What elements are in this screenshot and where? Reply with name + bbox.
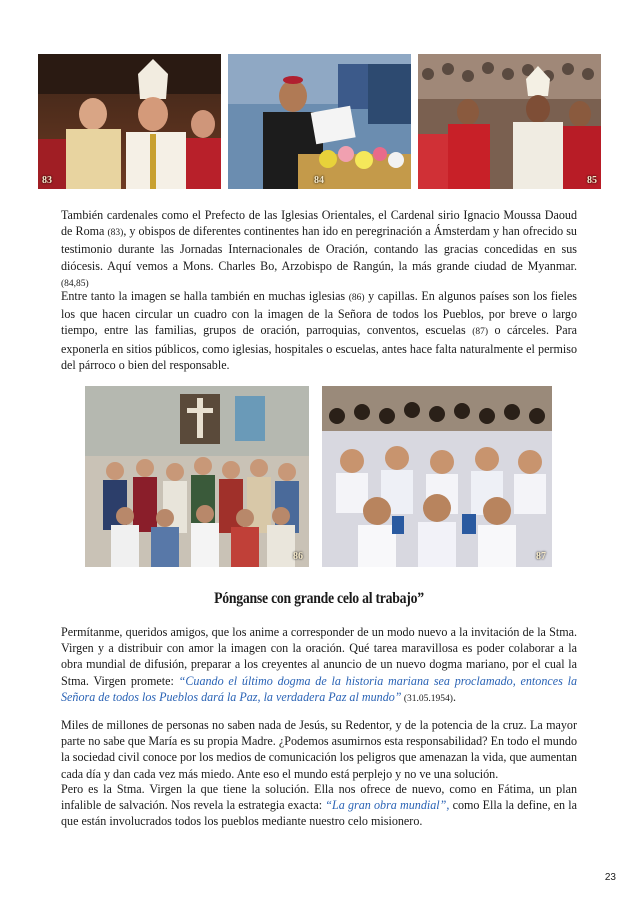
photo-85-image [418, 54, 601, 189]
paragraph-5-text-b: como Ella la define, en la que están involucrados todos los pueblos mediante nuestro celo misionero. [61, 798, 577, 829]
paragraph-5-text-a: Pero es la Stma. Virgen la que tiene la solución. Ella nos ofrece de nuevo, como en Fátima, un plan infalible de salvación. Nos revela la estrategia exacta: [61, 782, 577, 813]
photo-ref-87: (87) [472, 327, 489, 338]
photo-85-label: 85 [587, 175, 597, 186]
paragraph-1-text-b: , y obispos de diferentes continentes han ido en peregrinación a Ámsterdam y han ofrecido su testimonio durante las Jornadas Internacionales de Oración, contando las gracias concedidas en sus diócesis. Aquí vemos a Mons. Charles Bo, Arzobispo de Rangún, la más grande ciudad de Myanmar. [61, 224, 577, 273]
photo-83-label: 83 [42, 175, 52, 186]
paragraph-3 [61, 624, 577, 707]
paragraph-4 [61, 717, 577, 782]
photo-84-image [228, 54, 411, 189]
photo-83-image [38, 54, 221, 189]
paragraph-3-quote: “Cuando el último dogma de la historia mariana sea proclamado, entonces la Señora de todos los Pueblos dará la Paz, la verdadera Paz al mundo” [61, 673, 577, 704]
paragraph-2-text-b: y capillas. En algunos países son los fieles los que hacen circular un cuadro con la imagen de la Señora de todos los Pueblos, por breve o largo tiempo, entre las familias, grupos de oración, parroquias, conventos, escuelas [61, 289, 577, 338]
photo-84 [228, 54, 411, 189]
photo-86-label: 86 [293, 551, 303, 562]
photo-ref-83: (83) [107, 228, 124, 239]
paragraph-3-text-b: . [452, 689, 456, 704]
paragraph-5-quote: “La gran obra mundial”, [325, 798, 450, 813]
paragraph-2 [61, 288, 577, 373]
page-number: 23 [604, 872, 616, 883]
paragraph-3-date: (31.05.1954) [401, 693, 453, 704]
paragraph-4-text: Miles de millones de personas no saben nada de Jesús, su Redentor, y de la potencia de la cruz. La mayor parte no sabe que María es su propia Madre. ¿Podemos asumirnos esta responsabilidad? En todo el mundo la sociedad civil conoce por los medios de comunicación los peligros que amenazan la vida, que aumentan cada día y dan cada vez más miedo. Ante eso el mundo está perplejo y no ve una solución. [61, 718, 577, 781]
paragraph-2-text-c: o cárceles. Para exponerla en sitios públicos, como iglesias, hospitales o escuelas, antes hace falta naturalmente el permiso del párroco o bien del responsable. [61, 323, 577, 372]
photo-ref-86: (86) [348, 293, 365, 303]
paragraph-1 [61, 207, 577, 292]
paragraph-5 [61, 781, 577, 830]
paragraph-3-text-a: Permítanme, queridos amigos, que los anime a corresponder de un modo nuevo a la invitación de la Stma. Virgen y a distribuir con amor la imagen con la oración. Qué tarea maravillosa es poder colaborar a la obra mundial de difusión, preparar a los creyentes al anuncio de un nuevo dogma mariano, por el cual la Stma. Virgen promete: [61, 625, 577, 688]
photo-84-label: 84 [314, 175, 324, 186]
photo-86-image [85, 386, 309, 567]
paragraph-2-text-a: Entre tanto la imagen se halla también en muchas iglesias [61, 289, 349, 303]
photo-87 [322, 386, 552, 567]
paragraph-1-text-a: También cardenales como el Prefecto de las Iglesias Orientales, el Cardenal sirio Ignacio Moussa Daoud de Roma [61, 208, 577, 239]
photo-ref-84-85: (84,85) [61, 278, 89, 289]
photo-86 [85, 386, 309, 567]
photo-87-image [322, 386, 552, 567]
section-heading: Pónganse con grande celo al trabajo” [214, 590, 424, 607]
photo-87-label: 87 [536, 551, 546, 562]
photo-85 [418, 54, 601, 189]
photo-83 [38, 54, 221, 189]
